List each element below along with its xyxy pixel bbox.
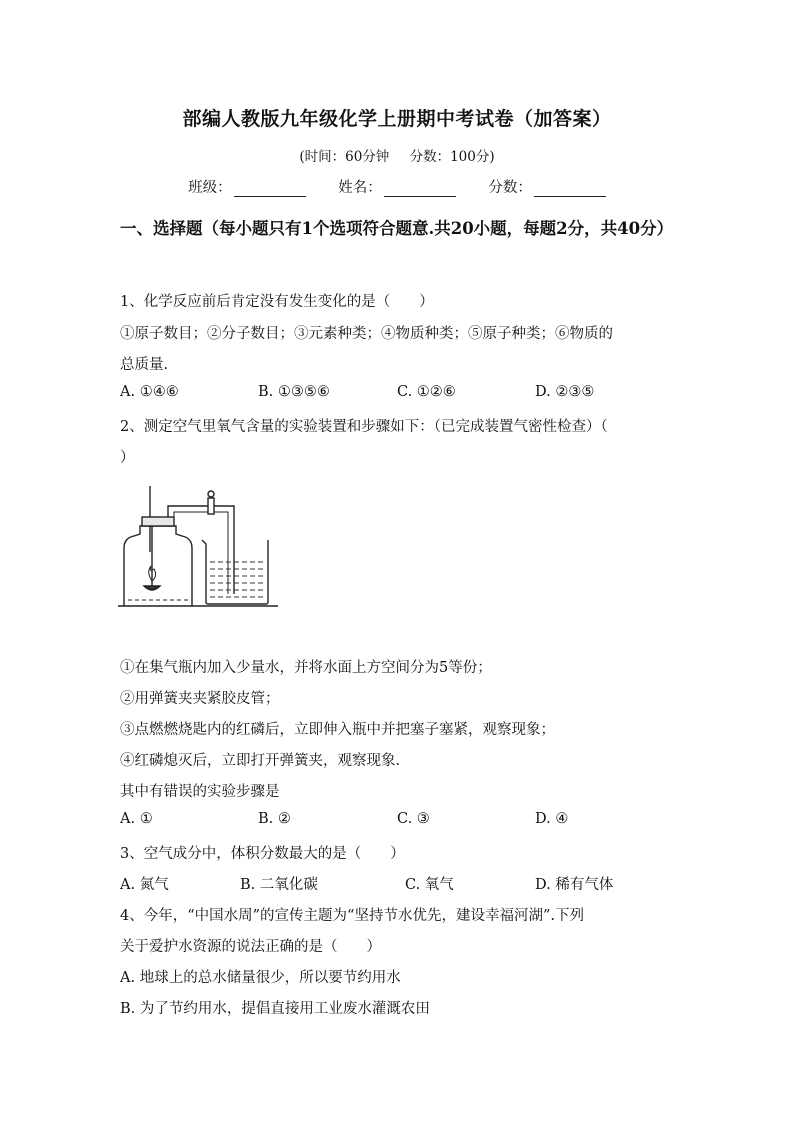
q1-line2: ①原子数目；②分子数目；③元素种类；④物质种类；⑤原子种类；⑥物质的 bbox=[120, 326, 613, 342]
q3-option-c[interactable]: C. 氧气 bbox=[405, 877, 454, 893]
exam-time: (时间：60分钟 bbox=[299, 149, 390, 165]
q2-option-a[interactable]: A. ① bbox=[120, 811, 153, 827]
name-label: 姓名： bbox=[338, 180, 382, 196]
q4-option-a[interactable]: A. 地球上的总水储量很少，所以要节约用水 bbox=[120, 970, 401, 986]
combustion-spoon bbox=[144, 586, 160, 590]
q2-step-4: ④红磷熄灭后，立即打开弹簧夹，观察现象. bbox=[120, 753, 401, 769]
name-field[interactable] bbox=[338, 176, 456, 197]
points-label: 分数： bbox=[488, 180, 532, 196]
q2-option-b[interactable]: B. ② bbox=[258, 811, 291, 827]
q2-step-1: ①在集气瓶内加入少量水，并将水面上方空间分为5等份； bbox=[120, 660, 492, 676]
points-field[interactable] bbox=[488, 176, 606, 197]
q3-option-b[interactable]: B. 二氧化碳 bbox=[240, 877, 318, 893]
glass-tube bbox=[168, 506, 234, 594]
q2-stem: 2、测定空气里氧气含量的实验装置和步骤如下：（已完成装置气密性检查）（ bbox=[120, 419, 608, 435]
q1-stem: 1、化学反应前后肯定没有发生变化的是（ ） bbox=[120, 294, 434, 310]
beaker bbox=[202, 540, 268, 604]
experiment-apparatus-diagram bbox=[118, 468, 278, 610]
clamp-knob bbox=[208, 491, 214, 497]
class-blank[interactable] bbox=[234, 182, 306, 197]
points-blank[interactable] bbox=[534, 182, 606, 197]
q3-option-a[interactable]: A. 氮气 bbox=[120, 877, 169, 893]
q2-step-2: ②用弹簧夹夹紧胶皮管； bbox=[120, 691, 280, 707]
class-label: 班级： bbox=[188, 180, 232, 196]
page-title: 部编人教版九年级化学上册期中考试卷（加答案） bbox=[182, 108, 612, 130]
q2-option-d[interactable]: D. ④ bbox=[535, 811, 569, 827]
beaker-water bbox=[210, 562, 264, 597]
q2-option-c[interactable]: C. ③ bbox=[397, 811, 430, 827]
q4-option-b[interactable]: B. 为了节约用水，提倡直接用工业废水灌溉农田 bbox=[120, 1001, 430, 1017]
q3-option-d[interactable]: D. 稀有气体 bbox=[535, 877, 614, 893]
q2-step-3: ③点燃燃烧匙内的红磷后，立即伸入瓶中并把塞子塞紧，观察现象； bbox=[120, 722, 555, 738]
spring-clamp bbox=[208, 498, 214, 514]
q2-ask: 其中有错误的实验步骤是 bbox=[120, 784, 280, 800]
q1-option-c[interactable]: C. ①②⑥ bbox=[397, 384, 456, 400]
section-heading: 一、选择题（每小题只有1个选项符合题意.共20小题，每题2分，共40分） bbox=[120, 219, 674, 238]
q2-stem-end: ） bbox=[120, 450, 135, 466]
class-field[interactable] bbox=[188, 176, 306, 197]
q1-option-d[interactable]: D. ②③⑤ bbox=[535, 384, 595, 400]
q1-line3: 总质量. bbox=[120, 357, 169, 373]
q4-stem-2: 关于爱护水资源的说法正确的是（ ） bbox=[120, 939, 381, 955]
name-blank[interactable] bbox=[384, 182, 456, 197]
q4-stem: 4、今年，“中国水周”的宣传主题为“坚持节水优先，建设幸福河湖”.下列 bbox=[120, 908, 584, 924]
exam-meta bbox=[0, 145, 794, 165]
rubber-stopper bbox=[142, 517, 174, 526]
gas-collecting-bottle bbox=[124, 526, 192, 606]
student-info bbox=[0, 176, 794, 197]
q3-stem: 3、空气成分中，体积分数最大的是（ ） bbox=[120, 846, 405, 862]
q1-option-a[interactable]: A. ①④⑥ bbox=[120, 384, 179, 400]
exam-score: 分数：100分) bbox=[409, 149, 495, 165]
glass-tube-inner bbox=[174, 512, 228, 594]
q1-option-b[interactable]: B. ①③⑤⑥ bbox=[258, 384, 330, 400]
